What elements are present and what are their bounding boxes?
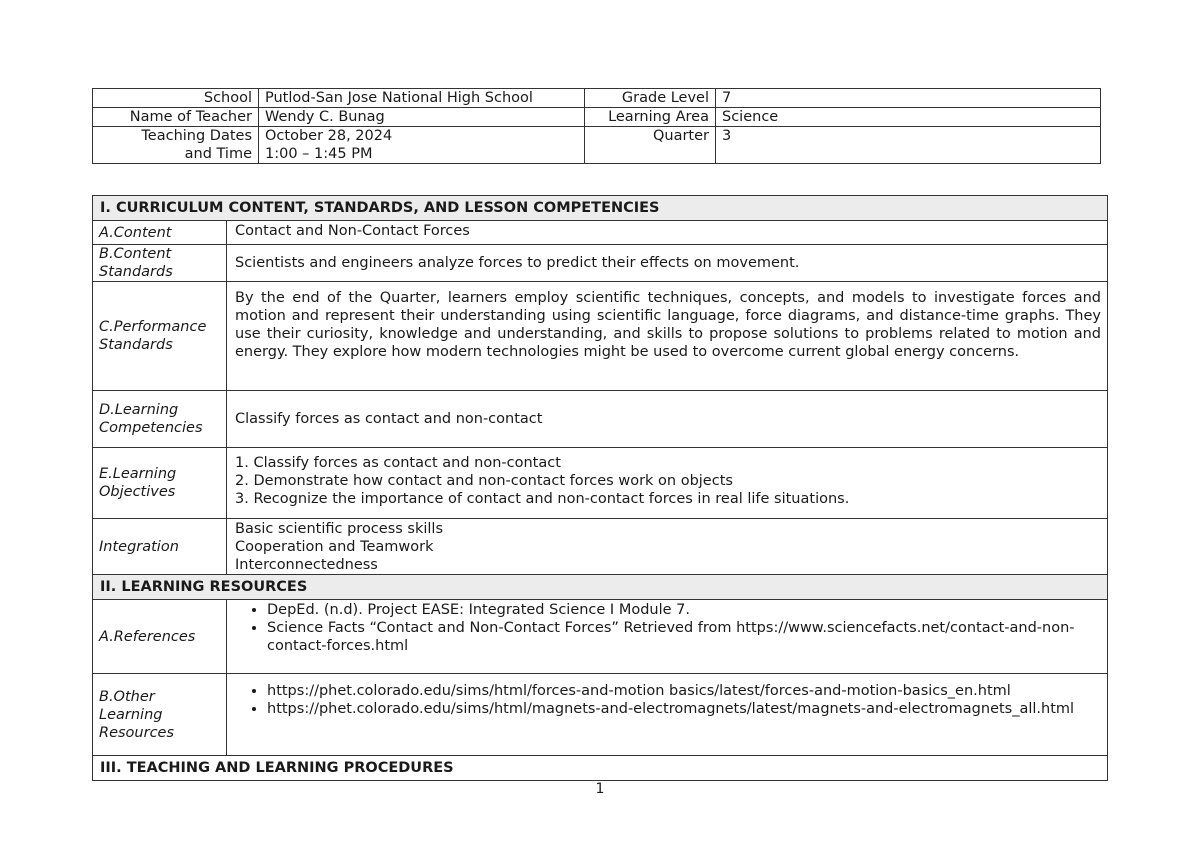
- learning-competencies-value: Classify forces as contact and non-contact: [227, 391, 1108, 448]
- teacher-label: Name of Teacher: [93, 108, 259, 127]
- content-label: A.Content: [93, 221, 227, 245]
- section-2-title: II. LEARNING RESOURCES: [93, 575, 1108, 600]
- objective-item: 2. Demonstrate how contact and non-contact forces work on objects: [235, 473, 733, 489]
- teaching-date: October 28, 2024: [265, 128, 393, 144]
- grade-level-value: 7: [716, 89, 1101, 108]
- section-1-title: I. CURRICULUM CONTENT, STANDARDS, AND LESSON COMPETENCIES: [93, 196, 1108, 221]
- resource-link[interactable]: • https://phet.colorado.edu/sims/html/magnets-and-electromagnets/latest/magnets-and-electromagnets_all.html: [267, 700, 1101, 718]
- teaching-dates-label-line1: Teaching Dates: [141, 128, 252, 144]
- teaching-dates-value: [259, 127, 585, 164]
- other-resources-value: [227, 674, 1108, 756]
- teacher-value: Wendy C. Bunag: [259, 108, 585, 127]
- integration-item: Basic scientific process skills: [235, 521, 444, 537]
- content-standards-value: Scientists and engineers analyze forces to predict their effects on movement.: [227, 245, 1108, 282]
- references-value: [227, 600, 1108, 674]
- integration-item: Interconnectedness: [235, 557, 378, 573]
- grade-level-label: Grade Level: [585, 89, 716, 108]
- page-number: 1: [595, 781, 605, 797]
- references-list: [235, 601, 1101, 655]
- header-info-table: [92, 88, 1101, 164]
- teaching-time: 1:00 – 1:45 PM: [265, 146, 373, 162]
- performance-standards-label: C.Performance Standards: [93, 282, 227, 391]
- teaching-dates-label: [93, 127, 259, 164]
- other-resources-label: B.Other Learning Resources: [93, 674, 227, 756]
- lesson-plan-table: [92, 195, 1108, 781]
- content-value: Contact and Non-Contact Forces: [227, 221, 1108, 245]
- teaching-dates-label-line2: and Time: [184, 146, 252, 162]
- content-standards-label: B.Content Standards: [93, 245, 227, 282]
- integration-label: Integration: [93, 519, 227, 575]
- learning-objectives-label: E.Learning Objectives: [93, 448, 227, 519]
- section-3-title: III. TEACHING AND LEARNING PROCEDURES: [93, 756, 1108, 781]
- other-resources-list: [235, 682, 1101, 718]
- resource-link[interactable]: • https://phet.colorado.edu/sims/html/forces-and-motion basics/latest/forces-and-motion-basics_en.html: [267, 682, 1101, 700]
- learning-area-value: Science: [716, 108, 1101, 127]
- quarter-value: 3: [716, 127, 1101, 164]
- learning-objectives-value: [227, 448, 1108, 519]
- integration-value: [227, 519, 1108, 575]
- objective-item: 1. Classify forces as contact and non-contact: [235, 455, 561, 471]
- reference-item: • DepEd. (n.d). Project EASE: Integrated Science I Module 7.: [267, 601, 1101, 619]
- school-value: Putlod-San Jose National High School: [259, 89, 585, 108]
- learning-competencies-label: D.Learning Competencies: [93, 391, 227, 448]
- performance-standards-value: By the end of the Quarter, learners employ scientific techniques, concepts, and models to investigate forces and motion and represent their understanding using scientific language, force diagrams, and distance-time graphs. They use their curiosity, knowledge and understanding, and skills to propose solutions to problems related to motion and energy. They explore how modern technologies might be used to overcome current global energy concerns.: [227, 282, 1108, 391]
- quarter-label: Quarter: [585, 127, 716, 164]
- learning-area-label: Learning Area: [585, 108, 716, 127]
- reference-item: • Science Facts “Contact and Non-Contact Forces” Retrieved from https://www.sciencefacts.net/contact-and-non-contact-forces.html: [267, 619, 1101, 655]
- integration-item: Cooperation and Teamwork: [235, 539, 434, 555]
- school-label: School: [93, 89, 259, 108]
- objective-item: 3. Recognize the importance of contact and non-contact forces in real life situations.: [235, 491, 850, 507]
- references-label: A.References: [93, 600, 227, 674]
